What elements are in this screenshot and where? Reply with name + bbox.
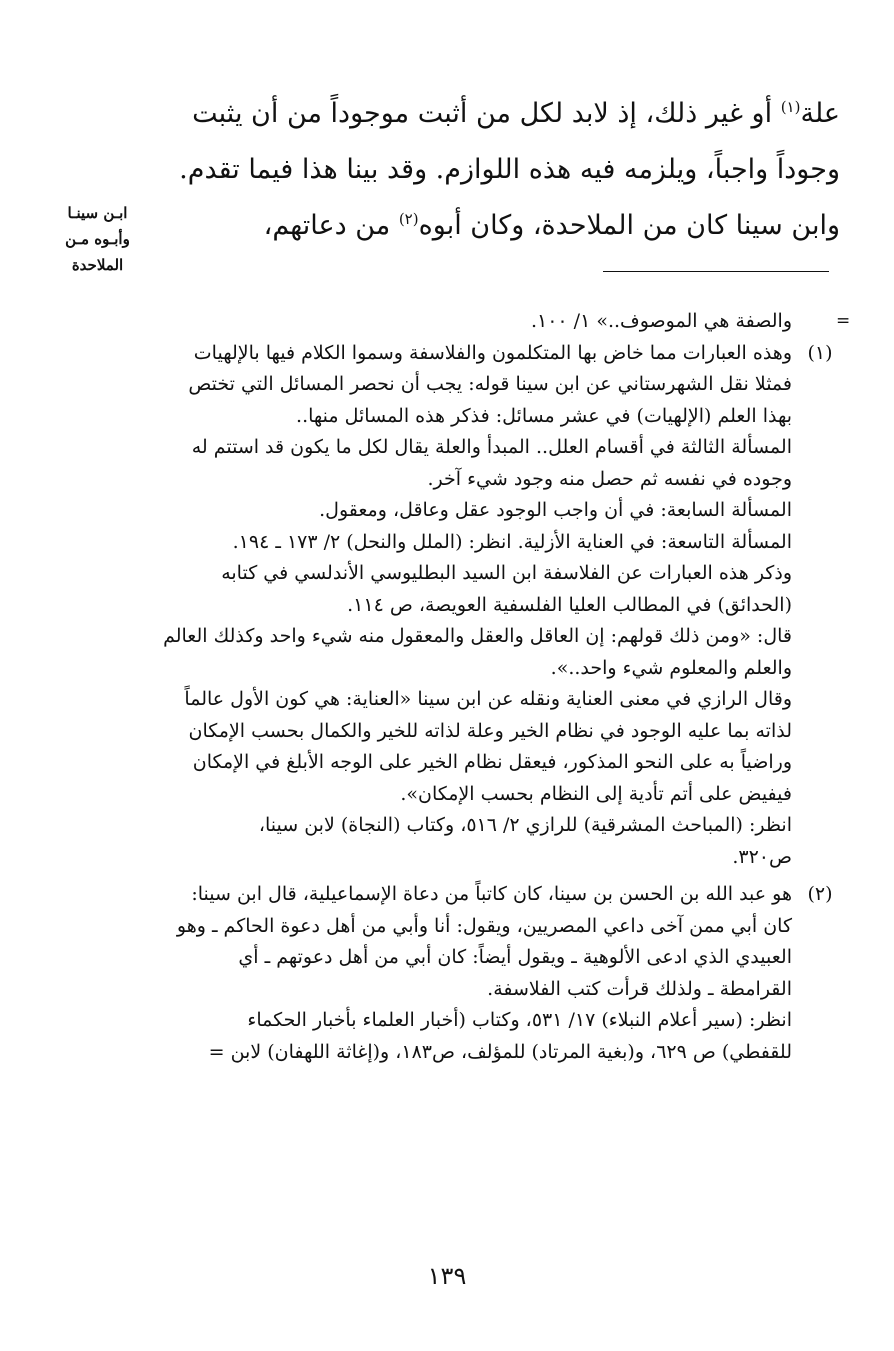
footnote-1-line: وجوده في نفسه ثم حصل منه وجود شيء آخر. bbox=[427, 467, 792, 490]
footnote-2-line: العبيدي الذي ادعى الألوهية ـ ويقول أيضاً: كان أبي من أهل دعوتهم ـ أي bbox=[238, 946, 792, 968]
footnote-1-line: المسألة الثالثة في أقسام العلل.. المبدأ والعلة يقال لكل ما يكون قد استتم له bbox=[191, 436, 792, 458]
footnote-ref-1: (١) bbox=[780, 98, 801, 116]
footnotes bbox=[160, 306, 833, 1068]
footnote-2-number: (٢) bbox=[807, 883, 833, 905]
footnote-1-line: ص٣٢٠. bbox=[732, 845, 792, 868]
page-number: ١٣٩ bbox=[427, 1262, 467, 1290]
continuation-mark: = bbox=[836, 311, 851, 331]
footnote-1 bbox=[160, 338, 833, 874]
footnote-2-line: القرامطة ـ ولذلك قرأت كتب الفلاسفة. bbox=[487, 977, 792, 1000]
footnote-1-line: وراضياً به على النحو المذكور، فيعقل نظام الخير على الوجه الأبلغ في الإمكان bbox=[192, 751, 792, 773]
main-line-1 bbox=[160, 86, 840, 142]
footnote-1-line: وقال الرازي في معنى العناية ونقله عن ابن سينا «العناية: هي كون الأول عالماً bbox=[184, 688, 792, 710]
main-line-3 bbox=[160, 198, 840, 254]
main-line-1-start: علة bbox=[800, 98, 840, 129]
footnote-1-line: قال: «ومن ذلك قولهم: إن العاقل والعقل والمعقول منه شيء واحد وكذلك العالم bbox=[163, 625, 792, 647]
margin-note-line-1: ابـن سينـا bbox=[67, 204, 128, 222]
footnote-separator bbox=[603, 271, 829, 272]
footnote-1-line: لذاته بما عليه الوجود في نظام الخير وعلة لذاته للخير والكمال بحسب الإمكان bbox=[188, 719, 792, 742]
footnote-2-line: هو عبد الله بن الحسن بن سينا، كان كاتباً من دعاة الإسماعيلية، قال ابن سينا: bbox=[191, 883, 792, 905]
footnote-1-line: المسألة التاسعة: في العناية الأزلية. انظر: (الملل والنحل) ٢/ ١٧٣ ـ ١٩٤. bbox=[232, 530, 792, 553]
footnote-1-line: بهذا العلم (الإلهيات) في عشر مسائل: فذكر هذه المسائل منها.. bbox=[296, 404, 792, 427]
margin-note bbox=[50, 200, 145, 278]
footnote-ref-2: (٢) bbox=[398, 210, 419, 228]
footnote-2-line bbox=[160, 1037, 792, 1069]
footnote-2-line: كان أبي ممن آخى داعي المصريين، ويقول: أنا وأبي من أهل دعوة الحاكم ـ وهو bbox=[176, 914, 792, 937]
main-line-2: وجوداً واجباً، ويلزمه فيه هذه اللوازم. وقد بينا هذا فيما تقدم. bbox=[179, 154, 840, 185]
footnote-1-line: المسألة السابعة: في أن واجب الوجود عقل وعاقل، ومعقول. bbox=[319, 499, 792, 521]
footnote-1-line: وذكر هذه العبارات عن الفلاسفة ابن السيد البطليوسي الأندلسي في كتابه bbox=[221, 562, 792, 584]
footnote-2 bbox=[160, 879, 833, 1068]
footnote-2-last-line-text: للقفطي) ص ٦٢٩، و(بغية المرتاد) للمؤلف، ص١٨٣، و(إغاثة اللهفان) لابن bbox=[230, 1040, 792, 1063]
main-line-1-rest: أو غير ذلك، إذ لابد لكل من أثبت موجوداً من أن يثبت bbox=[192, 98, 781, 129]
footnote-1-line: فيفيض على أتم تأدية إلى النظام بحسب الإمكان». bbox=[400, 782, 792, 805]
footnote-1-line: والعلم والمعلوم شيء واحد..». bbox=[550, 656, 792, 679]
footnote-2-line: انظر: (سير أعلام النبلاء) ١٧/ ٥٣١، وكتاب (أخبار العلماء بأخبار الحكماء bbox=[247, 1009, 792, 1031]
continuation-end-mark: = bbox=[208, 1040, 225, 1063]
footnote-1-line: فمثلا نقل الشهرستاني عن ابن سينا قوله: يجب أن نحصر المسائل التي تختص bbox=[188, 373, 792, 395]
main-text bbox=[160, 86, 840, 254]
footnote-1-line: وهذه العبارات مما خاض بها المتكلمون والفلاسفة وسموا الكلام فيها بالإلهيات bbox=[193, 341, 792, 364]
main-line-3-end: من دعاتهم، bbox=[263, 210, 399, 241]
footnote-1-line: (الحدائق) في المطالب العليا الفلسفية العويصة، ص ١١٤. bbox=[347, 593, 792, 616]
footnote-1-number: (١) bbox=[807, 341, 833, 364]
footnote-1-line: انظر: (المباحث المشرقية) للرازي ٢/ ٥١٦، وكتاب (النجاة) لابن سينا، bbox=[258, 814, 792, 836]
footnote-continuation: والصفة هي الموصوف..» ١/ ١٠٠. bbox=[530, 310, 792, 332]
main-line-3-start: وابن سينا كان من الملاحدة، وكان أبوه bbox=[418, 210, 840, 241]
margin-note-line-2: وأبـوه مـن bbox=[65, 230, 130, 248]
margin-note-line-3: الملاحدة bbox=[71, 256, 124, 274]
